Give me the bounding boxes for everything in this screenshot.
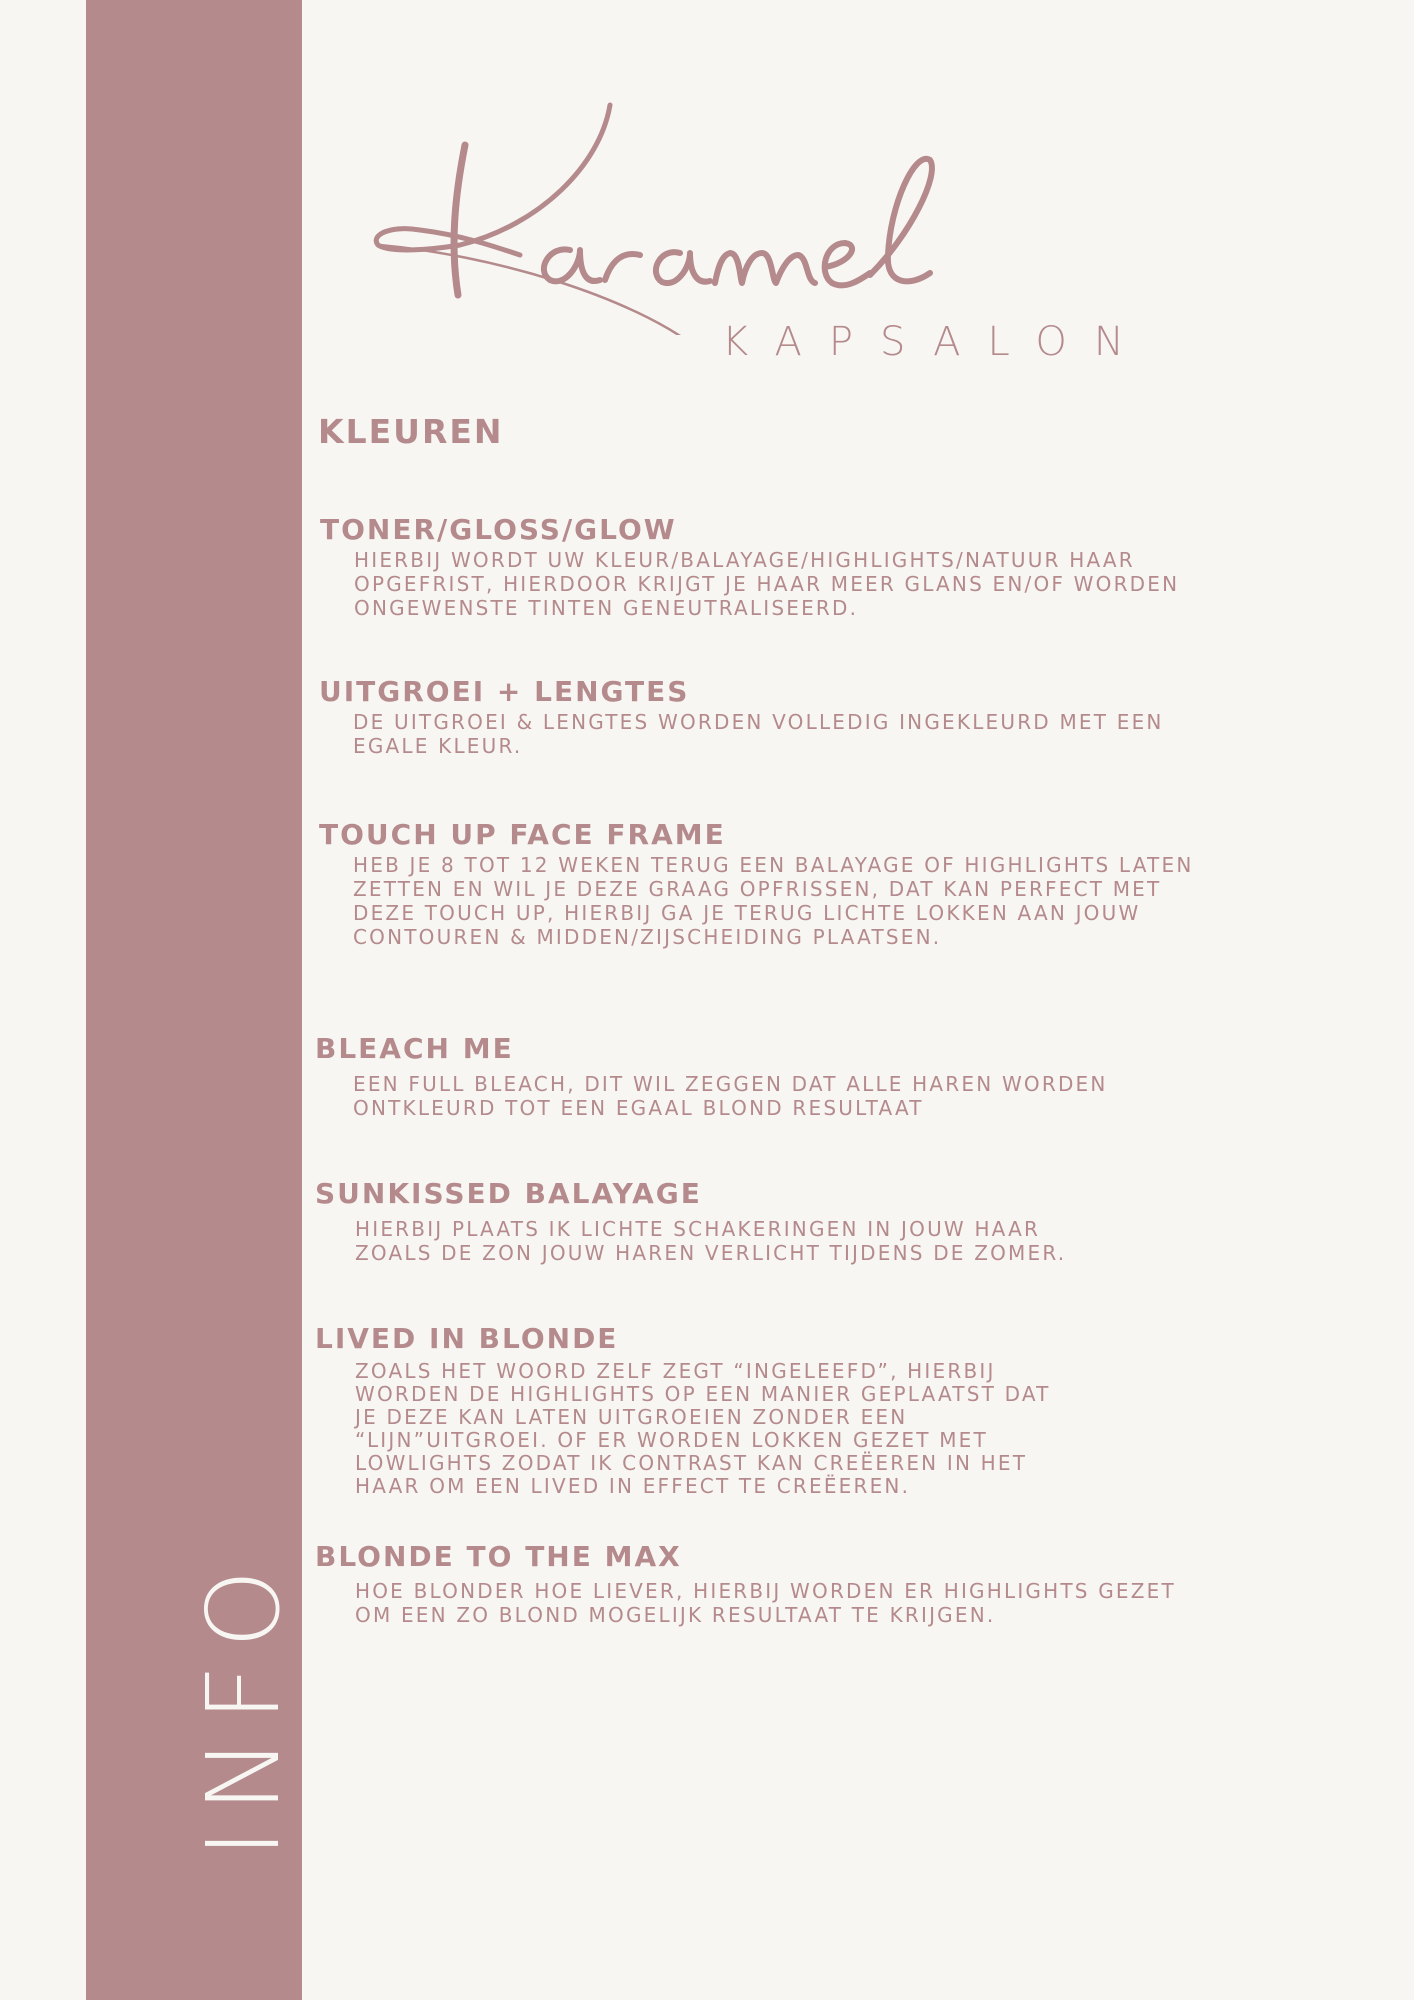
- service-name: BLEACH ME: [315, 1032, 514, 1065]
- service-name: BLONDE TO THE MAX: [315, 1540, 682, 1573]
- section-title: KLEUREN: [318, 412, 504, 451]
- service-description: HEB JE 8 TOT 12 WEKEN TERUG EEN BALAYAGE OF HIGHLIGHTS LATEN ZETTEN EN WIL JE DEZE GRAAG OPFRISSEN, DAT KAN PERFECT MET DEZE TOUCH UP, HIERBIJ GA JE TERUG LICHTE LOKKEN AAN JOUW CONTOUREN & MIDDEN/ZIJSCHEIDING PLAATSEN.: [353, 853, 1194, 949]
- service-name: SUNKISSED BALAYAGE: [315, 1177, 702, 1210]
- brand-logo: [370, 95, 1151, 385]
- service-description: HOE BLONDER HOE LIEVER, HIERBIJ WORDEN ER HIGHLIGHTS GEZET OM EEN ZO BLOND MOGELIJK RESULTAAT TE KRIJGEN.: [355, 1579, 1176, 1627]
- service-description: HIERBIJ WORDT UW KLEUR/BALAYAGE/HIGHLIGHTS/NATUUR HAAR OPGEFRIST, HIERDOOR KRIJGT JE HAAR MEER GLANS EN/OF WORDEN ONGEWENSTE TINTEN GENEUTRALISEERD.: [354, 548, 1180, 620]
- service-description: ZOALS HET WOORD ZELF ZEGT “INGELEEFD”, HIERBIJ WORDEN DE HIGHLIGHTS OP EEN MANIER GEPLAATST DAT JE DEZE KAN LATEN UITGROEIEN ZONDER EEN “LIJN”UITGROEI. OF ER WORDEN LOKKEN GEZET MET LOWLIGHTS ZODAT IK CONTRAST KAN CREËEREN IN HET HAAR OM EEN LIVED IN EFFECT TE CREËEREN.: [355, 1359, 1051, 1498]
- sidebar-label: INFO: [185, 1553, 302, 1858]
- service-description: HIERBIJ PLAATS IK LICHTE SCHAKERINGEN IN JOUW HAAR ZOALS DE ZON JOUW HAREN VERLICHT TIJDENS DE ZOMER.: [355, 1217, 1067, 1265]
- service-description: EEN FULL BLEACH, DIT WIL ZEGGEN DAT ALLE HAREN WORDEN ONTKLEURD TOT EEN EGAAL BLOND RESULTAAT: [353, 1072, 1108, 1120]
- brand-subtitle: KAPSALON: [722, 319, 1151, 365]
- service-description: DE UITGROEI & LENGTES WORDEN VOLLEDIG INGEKLEURD MET EEN EGALE KLEUR.: [353, 710, 1164, 758]
- service-name: TONER/GLOSS/GLOW: [320, 513, 677, 546]
- brand-script-logo: [370, 95, 1030, 335]
- service-name: LIVED IN BLONDE: [315, 1322, 619, 1355]
- service-name: UITGROEI + LENGTES: [319, 675, 690, 708]
- service-name: TOUCH UP FACE FRAME: [319, 818, 726, 851]
